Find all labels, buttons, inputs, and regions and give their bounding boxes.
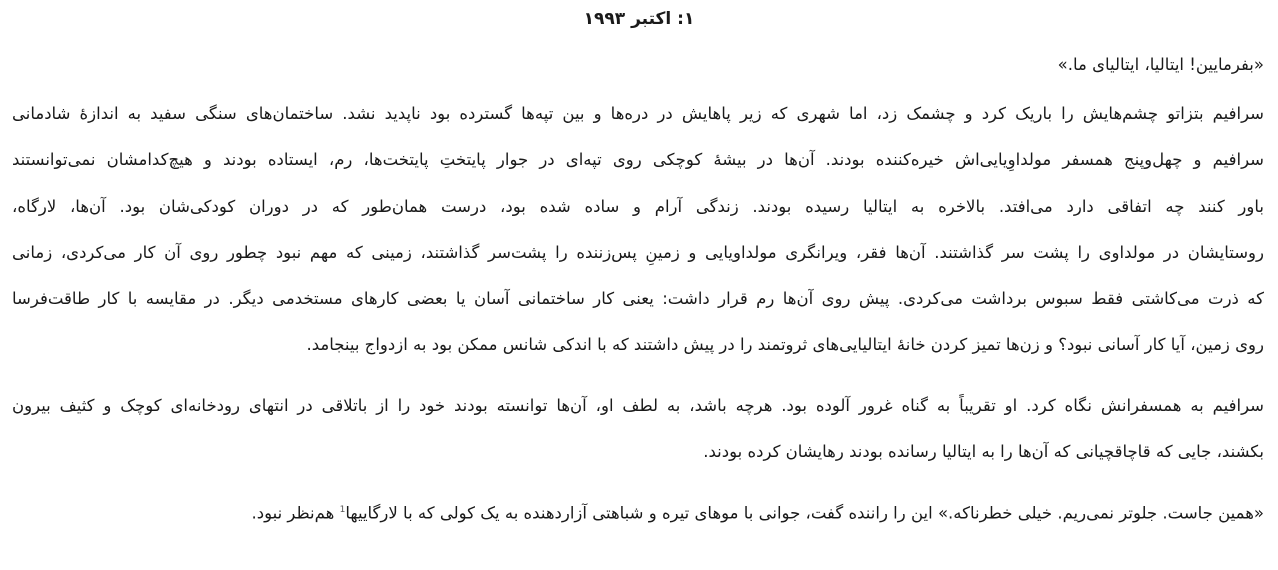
paragraph-line: سرافیم بتزاتو چشم‌هایش را باریک کرد و چشمک زد، اما شهری که زیر پاهایش در دره‌ها و بین تپه‌ها گسترده بود ناپدید نشد. ساختمان‌های سنگی سفید به اندازهٔ شادمانی [12,104,1264,123]
paragraph-line: سرافیم به همسفرانش نگاه کرد. او تقریباً به گناه غرور آلوده بود. هرچه باشد، به لطف او، آن‌ها توانسته بودند خود را از باتلاقی در انتهای رودخانه‌ای کوچک و کثیف بیرون [12,396,1264,415]
chapter-title: ۱: اکتبر ۱۹۹۳ [583,9,695,29]
footnote-marker[interactable]: 1 [339,505,346,515]
paragraph-line: سرافیم و چهل‌وپنج همسفر مولداوِیایی‌اش خیره‌کننده بودند. آن‌ها در بیشهٔ کوچکی روی تپه‌ای در جوار پایتختِ پایتخت‌ها، رم، ایستاده بودند و هیچ‌کدامشان نمی‌توانستند [12,150,1264,169]
paragraph-line: باور کنند چه اتفاقی دارد می‌افتد. بالاخره به ایتالیا رسیده بودند. زندگی آرام و ساده شده بود، درست همان‌طور که در دوران کودکی‌شان بود. آن‌ها، لارگاه، [12,197,1264,216]
paragraph-line: که ذرت می‌کاشتی فقط سبوس برداشت می‌کردی. پیش روی آن‌ها رم قرار داشت: یعنی کار ساختمانی آسان یا بعضی کارهای مستخدمی دیگر. در مقایسه با کار طاقت‌فرسا [12,289,1264,308]
paragraph-line: «بفرمایین! ایتالیا، ایتالیای ما.» [1057,55,1264,74]
paragraph-line: روستایشان در مولداوی را پشت سر گذاشتند. آن‌ها فقر، ویرانگری مولداویایی و زمینِ پس‌زننده را پشت‌سر گذاشتند، زمینی که مهم نبود چطور روی آن کار می‌کردی، زمانی [12,243,1264,262]
paragraph-line: روی زمین، آیا کار آسانی نبود؟ و زن‌ها تمیز کردن خانهٔ ایتالیایی‌های ثروتمند را در پیش داشتند که با اندکی شانس ممکن بود به ازدواج بینجامد. [306,335,1264,354]
paragraph-line-with-footnote [12,496,1264,528]
dialogue-text: «همین جاست. جلوتر نمی‌ریم. خیلی خطرناکه.» این را راننده گفت، جوانی با موهای تیره و شباهتی آزاردهنده به یک کولی که با لارگاییها [345,503,1264,523]
dialogue-text-end: هم‌نظر نبود. [251,503,335,523]
paragraph-line: بکشند، جایی که قاچاقچیانی که آن‌ها را به ایتالیا رسانده بودند رهایشان کرده بودند. [703,442,1264,461]
